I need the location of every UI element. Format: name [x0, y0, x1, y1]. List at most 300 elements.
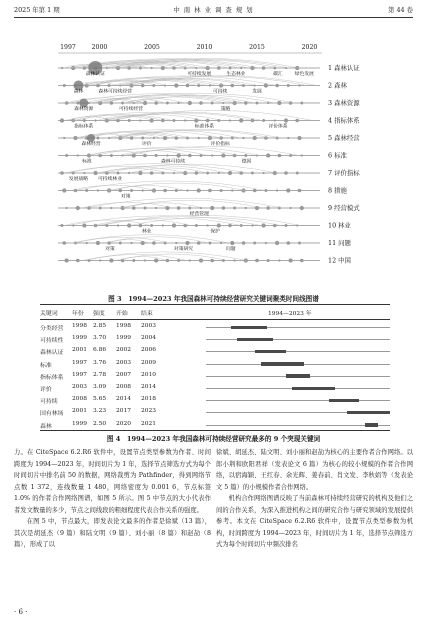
timeline-node-dot: [99, 259, 101, 261]
timeline-node-dot: [76, 102, 79, 105]
timeline-node-dot: [110, 101, 114, 105]
timeline-node-dot: [60, 118, 64, 122]
cell-end: 2003: [141, 323, 156, 329]
timeline-node-dot: [76, 259, 80, 263]
cluster-label: 4 指标体系: [328, 116, 360, 125]
timeline-node-dot: [205, 66, 209, 70]
cooccurrence-arc: [119, 257, 167, 261]
timeline-node-dot: [278, 259, 280, 261]
timeline-node-dot: [219, 136, 223, 140]
timeline-node-dot: [256, 102, 259, 105]
timeline-node-dot: [144, 207, 147, 210]
timeline-node-dot: [142, 189, 144, 191]
keyword-node-label: 经营管理: [189, 212, 209, 217]
timeline-node-dot: [130, 242, 132, 244]
timeline-node-dot: [199, 101, 203, 105]
cell-end: 2009: [141, 359, 156, 366]
timeline-node-dot: [234, 259, 236, 261]
timeline-node-dot: [276, 189, 278, 191]
timeline-node-dot: [96, 137, 99, 140]
timeline-node-dot: [166, 102, 169, 105]
hub-node: [87, 134, 95, 142]
timeline-node-dot: [242, 241, 246, 245]
timeline-node-dot: [176, 153, 180, 157]
keyword-node-label: 可持续林业: [98, 177, 122, 182]
timeline-node-dot: [198, 137, 200, 139]
timeline-node-dot: [186, 189, 188, 191]
burst-interval-bar: [237, 338, 274, 341]
timeline-node-dot: [117, 172, 120, 175]
cell-year: 2003: [72, 384, 87, 390]
keyword-node-label: 可持续发展: [187, 72, 212, 77]
burst-interval-bar: [329, 399, 360, 402]
timeline-node-dot: [277, 101, 281, 105]
timeline-node-dot: [163, 189, 167, 193]
figure-4-caption: 图 4 1994—2023 年我国森林可持续经营研究最多的 9 个突现关键词: [106, 435, 321, 443]
timeline-node-dot: [186, 84, 190, 88]
cell-kw: 指标体系: [40, 374, 64, 381]
table-row: [40, 406, 390, 419]
cell-year: 1997: [72, 371, 87, 378]
timeline-node-dot: [64, 258, 68, 262]
cell-begin: 2008: [116, 384, 131, 390]
timeline-node-dot: [141, 137, 144, 140]
cell-year: 2001: [72, 347, 87, 354]
column-header: 结束: [141, 311, 153, 317]
column-header: 年份: [72, 311, 84, 317]
timeline-node-dot: [149, 118, 153, 122]
timeline-node-dot: [96, 241, 100, 245]
timeline-node-dot: [86, 242, 88, 244]
cell-begin: 2003: [116, 359, 131, 366]
page-number: · 6 ·: [14, 608, 28, 616]
timeline-node-dot: [110, 207, 112, 209]
column-header: 关键词: [40, 311, 58, 317]
cell-end: 2014: [141, 384, 156, 390]
timeline-node-dot: [244, 154, 247, 157]
timeline-node-dot: [295, 119, 299, 123]
year-tick-label: 2000: [91, 44, 108, 51]
timeline-node-dot: [110, 154, 113, 157]
timeline-node-dot: [298, 189, 302, 193]
cell-kw: 可持续性: [40, 338, 64, 345]
keyword-node-label: 森林资源: [74, 107, 94, 112]
keyword-node-label: 保护: [210, 229, 220, 235]
timeline-node-dot: [220, 242, 222, 244]
cell-begin: 2002: [116, 347, 131, 354]
cell-end: 2004: [141, 335, 156, 342]
header-volume: 第 44 卷: [388, 6, 413, 14]
timeline-node-dot: [184, 119, 186, 121]
timeline-node-dot: [284, 118, 288, 122]
table-row: [40, 382, 390, 395]
timeline-node-dot: [108, 84, 111, 87]
cell-strength: 2.85: [93, 323, 107, 329]
timeline-node-dot: [217, 66, 221, 70]
cell-strength: 2.78: [93, 371, 107, 378]
timeline-node-dot: [207, 224, 209, 226]
left-text-column: [14, 447, 211, 551]
timeline-node-dot: [138, 171, 142, 175]
body-paragraph: 力。在 CiteSpace 6.2.R6 软件中，设置节点类型参数为作者、时间跨度为 1994—2023 年，时间切片为 1 年，选择节点筛选方式为每个时间切片中排名前 50 的数据，网络裁剪为 Pathfinder，得到网络节点数 1 372，连线数量 1 480，网络密度为 0.001 6，节点标签 1.0% 的作者合作网络图谱，如图 5 所示。图 5 中节点的大小代表作者发文数量的多少，节点之间线段的粗细程度代表合作关系的强度。: [14, 449, 211, 514]
timeline-node-dot: [208, 136, 212, 140]
keyword-node-label: 生态林业: [226, 72, 246, 77]
timeline-node-dot: [185, 241, 189, 245]
column-header: 开始: [116, 311, 128, 317]
timeline-node-dot: [132, 206, 136, 210]
cell-end: 2023: [141, 408, 156, 415]
timeline-node-dot: [177, 259, 180, 262]
timeline-node-dot: [197, 84, 200, 87]
timeline-node-dot: [267, 102, 269, 104]
timeline-node-dot: [209, 84, 211, 86]
timeline-node-dot: [178, 102, 180, 104]
timeline-node-dot: [200, 154, 203, 157]
table-top-rule: [40, 304, 390, 305]
table-row: [40, 333, 390, 346]
cooccurrence-arc: [105, 164, 277, 173]
timeline-node-dot: [154, 101, 158, 105]
timeline-node-dot: [154, 258, 158, 262]
timeline-node-dot: [172, 223, 176, 227]
timeline-node-dot: [253, 242, 256, 245]
timeline-node-dot: [188, 207, 191, 210]
timeline-node-dot: [262, 66, 266, 70]
header-rule: [14, 17, 413, 18]
timeline-node-dot: [83, 119, 86, 122]
column-header-timeline: 1994—2023 年: [268, 311, 312, 317]
header-journal: 中 南 林 业 调 查 规 划: [173, 6, 254, 14]
cluster-label: 6 标准: [328, 151, 347, 160]
timeline-node-dot: [261, 223, 265, 227]
timeline-node-dot: [82, 223, 86, 227]
timeline-node-dot: [144, 259, 146, 261]
timeline-node-dot: [63, 84, 66, 87]
timeline-node-dot: [266, 153, 270, 157]
cell-kw: 分类经营: [40, 326, 64, 332]
burst-interval-bar: [255, 350, 286, 353]
right-text-column: [216, 447, 413, 551]
timeline-node-dot: [63, 241, 67, 245]
burst-interval-bar: [292, 387, 335, 390]
cooccurrence-arc: [71, 235, 229, 243]
timeline-node-dot: [120, 206, 124, 210]
keyword-node-label: 森林可持续经营: [98, 89, 133, 95]
timeline-node-dot: [251, 224, 253, 226]
timeline-node-dot: [130, 189, 133, 192]
cell-strength: 5.65: [93, 396, 107, 403]
timeline-node-dot: [229, 119, 231, 121]
timeline-node-dot: [211, 102, 214, 105]
timeline-node-dot: [231, 84, 235, 88]
cell-kw: 标准: [40, 362, 52, 369]
timeline-node-dot: [287, 241, 291, 245]
cooccurrence-arc: [86, 254, 187, 260]
cluster-timeline-figure: [28, 40, 388, 290]
timeline-node-dot: [255, 259, 259, 263]
timeline-node-dot: [162, 224, 164, 226]
keyword-node-label: 策略: [220, 107, 231, 112]
cooccurrence-arc: [75, 181, 265, 191]
timeline-node-dot: [97, 189, 99, 191]
timeline-node-dot: [242, 137, 244, 139]
timeline-node-dot: [253, 189, 257, 193]
timeline-node-dot: [275, 84, 279, 88]
keyword-node-label: 可持续: [213, 89, 228, 95]
burst-interval-bar: [347, 411, 390, 414]
timeline-node-dot: [109, 258, 113, 262]
timeline-node-dot: [298, 242, 301, 245]
burst-timeline-track: [206, 339, 390, 340]
timeline-node-dot: [139, 119, 141, 121]
cell-strength: 3.09: [93, 384, 107, 390]
cell-end: 2021: [141, 420, 156, 427]
timeline-node-dot: [218, 172, 220, 174]
timeline-node-dot: [211, 154, 213, 156]
cell-kw: 可持续: [40, 399, 58, 406]
body-paragraph: 机构合作网络图谱反映了当前森林可持续经营研究的机构及他们之间的合作关系，为深入推进机构之间的研究合作与研究领域的发展提供参考。本文在 CiteSpace 6.2.R6 软件中，设置节点类型参数为机构，时间跨度为 1994—2023 年，时间切片为 1 年，选择节点筛选方式为每个时间切片中频次排名: [216, 495, 413, 548]
timeline-node-dot: [230, 241, 234, 245]
timeline-node-dot: [173, 172, 175, 174]
keyword-node-label: 标准: [82, 159, 92, 165]
timeline-node-dot: [206, 119, 210, 123]
timeline-node-dot: [241, 188, 245, 192]
timeline-node-dot: [289, 154, 292, 157]
keyword-node-label: 绿色发展: [294, 72, 314, 77]
keyword-node-label: 可持续经营: [119, 107, 143, 112]
timeline-node-dot: [245, 207, 247, 209]
cell-kw: 评价: [40, 387, 52, 393]
year-tick-label: 2005: [144, 44, 160, 51]
cooccurrence-arc: [105, 115, 203, 121]
keyword-node-label: 森林: [73, 89, 84, 95]
cell-begin: 1999: [116, 335, 131, 342]
year-tick-label: 2020: [301, 44, 318, 51]
timeline-node-dot: [287, 137, 289, 139]
table-row: [40, 345, 390, 358]
table-header-row: [40, 306, 390, 319]
timeline-node-dot: [189, 259, 191, 261]
timeline-node-dot: [150, 171, 154, 175]
cell-strength: 3.76: [93, 359, 107, 366]
timeline-node-dot: [267, 259, 270, 262]
keyword-node-label: 对策: [105, 247, 115, 252]
timeline-node-dot: [222, 206, 226, 210]
keyword-node-label: 森林经营: [81, 142, 101, 147]
timeline-node-dot: [85, 189, 88, 192]
keyword-node-label: 问题: [225, 247, 236, 252]
timeline-node-dot: [128, 119, 131, 122]
table-row: [40, 394, 390, 407]
cluster-label: 12 中国: [328, 256, 351, 265]
table-row: [40, 358, 390, 371]
table-header-rule: [40, 319, 390, 320]
cooccurrence-arc: [83, 130, 241, 138]
cell-begin: 2007: [116, 371, 131, 378]
timeline-node-dot: [63, 137, 65, 139]
burst-interval-bar: [286, 374, 311, 377]
cell-end: 2010: [141, 371, 156, 378]
timeline-node-dot: [208, 189, 212, 193]
cluster-label: 3 森林资源: [328, 99, 360, 108]
year-tick-label: 1997: [60, 44, 76, 51]
burst-timeline-track: [206, 425, 390, 426]
timeline-node-dot: [175, 189, 178, 192]
body-paragraph: 徐斌、胡延杰、陆文明、刘小丽和赵劼为核心的主要作者合作网络。以郎小荆和欧阳君祥（发表论文 6 篇）为核心的较小规模的作者合作网络，以宿海颖、王红春、余光辉、姜春前、肖文发、李秋娟等（发表论文 5 篇）的小规模作者合作网络。: [216, 449, 413, 491]
timeline-node-dot: [94, 224, 98, 228]
cell-strength: 3.23: [93, 408, 107, 415]
timeline-node-dot: [61, 224, 64, 227]
burst-interval-bar: [365, 423, 377, 426]
burst-timeline-track: [206, 351, 390, 352]
cluster-label: 8 措施: [328, 186, 347, 195]
timeline-node-dot: [228, 171, 232, 175]
timeline-node-dot: [155, 154, 158, 157]
header-issue: 2025 年第 1 期: [14, 6, 60, 14]
timeline-node-dot: [290, 207, 292, 209]
timeline-node-dot: [296, 172, 299, 175]
timeline-node-dot: [76, 206, 80, 210]
timeline-node-dot: [139, 67, 142, 70]
timeline-node-dot: [244, 258, 248, 262]
timeline-node-dot: [233, 207, 236, 210]
cooccurrence-arc: [82, 202, 173, 208]
timeline-node-dot: [166, 154, 168, 156]
table-bottom-rule: [40, 430, 390, 431]
cell-year: 1997: [72, 359, 87, 366]
timeline-node-dot: [231, 189, 233, 191]
cell-year: 1999: [72, 420, 87, 427]
timeline-node-dot: [300, 102, 303, 105]
timeline-node-dot: [152, 241, 156, 245]
cell-year: 1998: [72, 323, 87, 329]
timeline-node-dot: [65, 154, 68, 157]
keyword-node-label: 发展战略: [68, 177, 89, 182]
cell-kw: 国有林场: [40, 411, 64, 418]
column-header: 强度: [93, 311, 105, 317]
timeline-node-dot: [288, 258, 292, 262]
timeline-node-dot: [195, 224, 198, 227]
timeline-node-dot: [197, 241, 201, 245]
cluster-label: 5 森林经营: [328, 134, 360, 143]
timeline-node-dot: [265, 242, 267, 244]
table-row: [40, 321, 390, 334]
timeline-node-dot: [199, 258, 203, 262]
timeline-node-dot: [298, 84, 300, 86]
timeline-node-dot: [139, 224, 143, 228]
cell-end: 2006: [141, 347, 156, 354]
timeline-node-dot: [128, 172, 130, 174]
cell-year: 1999: [72, 335, 87, 342]
body-paragraph: 在图 5 中，节点最大，即发表论文最多的作者是徐斌（13 篇），其次是胡延杰（9 篇）和陆文明（9 篇）、刘小丽（8 篇）和赵劼（8 篇），形成了以: [14, 518, 211, 548]
keyword-node-label: 发展: [252, 89, 262, 95]
timeline-node-dot: [174, 83, 178, 87]
cooccurrence-arc: [101, 168, 167, 173]
timeline-node-dot: [188, 101, 192, 105]
timeline-node-dot: [301, 154, 303, 156]
cell-strength: 6.86: [93, 347, 107, 354]
burst-interval-bar: [261, 362, 304, 365]
timeline-node-dot: [300, 206, 304, 210]
timeline-node-dot: [106, 67, 108, 69]
keyword-node-label: 森林可持续: [161, 159, 185, 165]
cell-kw: 森林认证: [40, 350, 64, 357]
timeline-node-dot: [155, 207, 157, 209]
cell-begin: 2017: [116, 408, 131, 415]
timeline-node-dot: [141, 84, 145, 88]
timeline-node-dot: [287, 84, 290, 87]
cooccurrence-arc: [68, 166, 187, 173]
keyword-node-label: 指标体系: [74, 124, 94, 130]
timeline-node-dot: [217, 223, 221, 227]
figure-3-caption: 图 3 1994—2023 年我国森林可持续经营研究关键词聚类时间线图谱: [108, 295, 319, 303]
timeline-node-dot: [117, 224, 119, 226]
timeline-node-dot: [231, 137, 234, 140]
timeline-node-dot: [228, 224, 232, 228]
timeline-node-dot: [221, 153, 225, 157]
cell-begin: 2014: [116, 396, 131, 403]
timeline-node-dot: [239, 118, 243, 122]
keyword-node-label: 林业: [141, 229, 152, 235]
timeline-node-dot: [253, 136, 257, 140]
timeline-node-dot: [275, 241, 279, 245]
timeline-node-dot: [210, 206, 214, 210]
cluster-label: 11 问题: [328, 239, 351, 248]
timeline-node-dot: [285, 224, 288, 227]
cell-begin: 2020: [116, 420, 131, 427]
timeline-node-dot: [99, 207, 102, 210]
timeline-node-dot: [66, 207, 68, 209]
keyword-node-label: 森林认证: [85, 72, 105, 77]
cell-kw: 森林: [40, 423, 52, 430]
timeline-node-dot: [132, 259, 135, 262]
timeline-node-dot: [83, 172, 85, 174]
timeline-node-dot: [263, 172, 265, 174]
cooccurrence-arc: [112, 186, 185, 191]
cell-end: 2018: [141, 396, 156, 403]
cluster-label: 9 经营模式: [328, 204, 360, 213]
keyword-node-label: 碳汇: [273, 72, 283, 77]
table-row: [40, 370, 390, 383]
timeline-node-dot: [240, 67, 242, 69]
running-header: [14, 5, 413, 17]
keyword-node-label: 评价: [141, 142, 152, 147]
keyword-node-label: 评价指标: [210, 142, 230, 147]
cluster-label: 2 森林: [328, 81, 347, 90]
timeline-node-dot: [278, 154, 282, 158]
cell-begin: 1998: [116, 323, 131, 329]
timeline-node-dot: [266, 206, 270, 210]
timeline-node-dot: [264, 83, 268, 87]
timeline-node-dot: [197, 188, 201, 192]
cluster-label: 1 森林认证: [328, 64, 360, 73]
timeline-node-dot: [95, 119, 97, 121]
timeline-node-dot: [300, 259, 304, 263]
timeline-node-dot: [210, 259, 214, 263]
timeline-node-dot: [77, 154, 79, 156]
cooccurrence-arc: [86, 198, 283, 208]
timeline-node-dot: [119, 242, 122, 245]
cell-year: 2008: [72, 396, 87, 403]
timeline-node-dot: [153, 137, 155, 139]
timeline-node-dot: [297, 136, 301, 140]
timeline-node-dot: [152, 188, 156, 192]
timeline-node-dot: [62, 188, 66, 192]
cell-strength: 2.50: [93, 420, 107, 427]
timeline-node-dot: [166, 259, 170, 263]
burst-timeline-track: [206, 400, 390, 401]
timeline-node-dot: [175, 242, 177, 244]
